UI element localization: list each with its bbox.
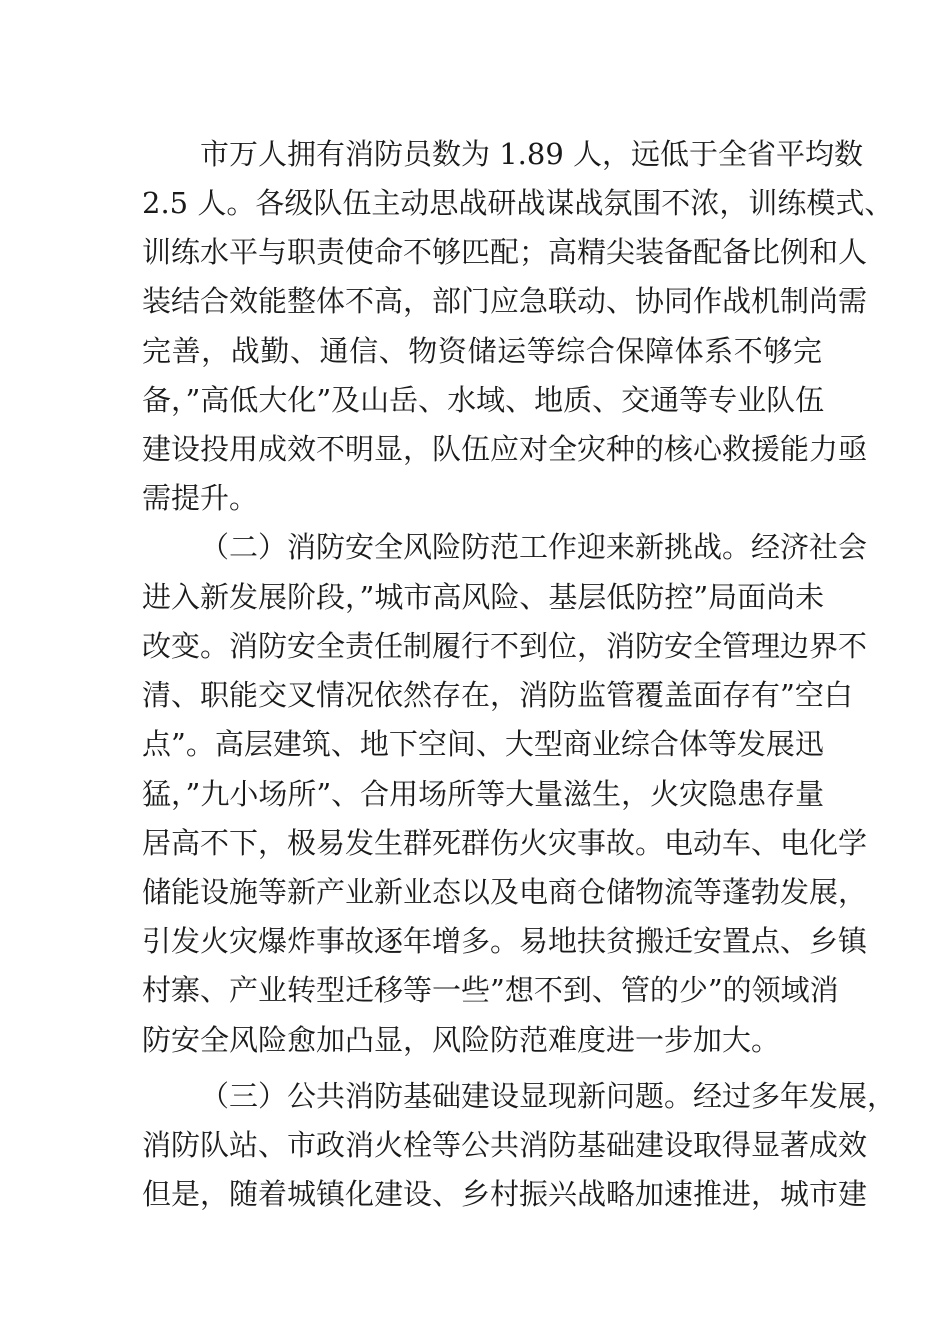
text-line: 村寨、产业转型迁移等一些”想不到、管的少”的领域消 — [142, 973, 839, 1007]
text-line: 备，”高低大化”及山岳、水域、地质、交通等专业队伍 — [142, 383, 825, 417]
text-line: 但是，随着城镇化建设、乡村振兴战略加速推进，城市建 — [142, 1177, 868, 1211]
section-heading-line: （三）公共消防基础建设显现新问题。经过多年发展， — [200, 1079, 897, 1113]
text-line: 训练水平与职责使命不够匹配；高精尖装备配备比例和人 — [142, 235, 868, 269]
text-line: 居高不下，极易发生群死群伤火灾事故。电动车、电化学 — [142, 826, 868, 860]
text-line: 完善，战勤、通信、物资储运等综合保障体系不够完 — [142, 334, 822, 368]
text-line: 储能设施等新产业新业态以及电商仓储物流等蓬勃发展， — [142, 875, 868, 909]
text-line: 引发火灾爆炸事故逐年增多。易地扶贫搬迁安置点、乡镇 — [142, 924, 868, 958]
text-line: 点”。高层建筑、地下空间、大型商业综合体等发展迅 — [142, 727, 824, 761]
text-line: 2.5 人。各级队伍主动思战研战谋战氛围不浓，训练模式、 — [142, 186, 894, 220]
text-line: 进入新发展阶段，”城市高风险、基层低防控”局面尚未 — [142, 580, 825, 614]
text-line: 建设投用成效不明显，队伍应对全灾种的核心救援能力亟 — [142, 432, 868, 466]
text-line: 市万人拥有消防员数为 1.89 人，远低于全省平均数 — [200, 137, 864, 171]
section-heading-line: （二）消防安全风险防范工作迎来新挑战。经济社会 — [200, 530, 868, 564]
text-line: 改变。消防安全责任制履行不到位，消防安全管理边界不 — [142, 629, 868, 663]
text-line: 防安全风险愈加凸显，风险防范难度进一步加大。 — [142, 1023, 781, 1057]
text-line: 猛，”九小场所”、合用场所等大量滋生，火灾隐患存量 — [142, 777, 825, 811]
text-line: 清、职能交叉情况依然存在，消防监管覆盖面存有”空白 — [142, 678, 853, 712]
text-line: 装结合效能整体不高，部门应急联动、协同作战机制尚需 — [142, 284, 868, 318]
text-line: 消防队站、市政消火栓等公共消防基础建设取得显著成效 — [142, 1128, 868, 1162]
text-line: 需提升。 — [142, 481, 259, 515]
